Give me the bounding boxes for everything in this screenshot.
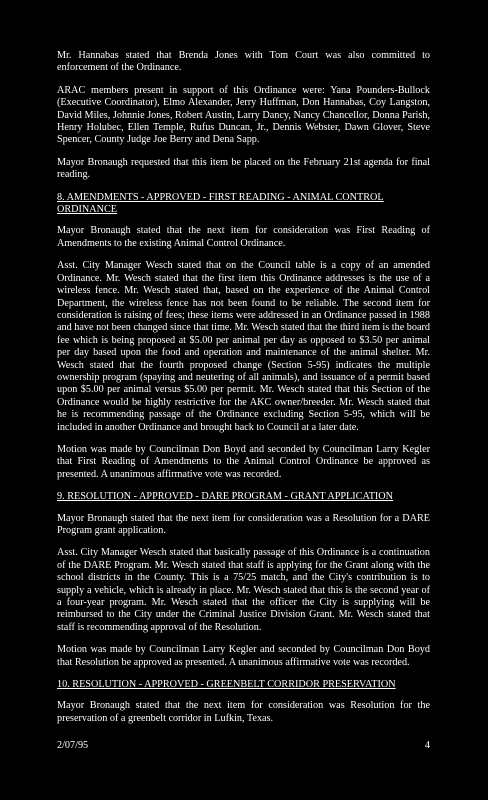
paragraph-enforcement: Mr. Hannabas stated that Brenda Jones with Tom Court was also committed to enforcement of the Ordinance. <box>57 50 430 74</box>
section-10-title: 10. RESOLUTION - APPROVED - GREENBELT CORRIDOR PRESERVATION <box>57 679 396 691</box>
section-8-heading <box>57 192 430 217</box>
section-9-heading <box>57 491 430 503</box>
section-9-paragraph-3: Motion was made by Councilman Larry Kegler and seconded by Councilman Don Boyd that Resolution be approved as presented. A unanimous affirmative vote was recorded. <box>57 644 430 668</box>
footer-page-number: 4 <box>424 740 430 751</box>
section-10-heading <box>57 679 430 691</box>
section-9-paragraph-1: Mayor Bronaugh stated that the next item for consideration was a Resolution for a DARE Program grant application. <box>57 512 430 536</box>
section-8-paragraph-3: Motion was made by Councilman Don Boyd and seconded by Councilman Larry Kegler that First Reading of Amendments to the Animal Control Ordinance be approved as presented. A unanimous affirmative vote was recorded. <box>57 443 430 480</box>
minutes-page <box>57 50 430 735</box>
section-10-paragraph-1: Mayor Bronaugh stated that the next item for consideration was Resolution for the preservation of a greenbelt corridor in Lufkin, Texas. <box>57 700 430 724</box>
section-8-title: 8. AMENDMENTS - APPROVED - FIRST READING - ANIMAL CONTROL ORDINANCE <box>57 191 384 216</box>
paragraph-final-reading-request: Mayor Bronaugh requested that this item be placed on the February 21st agenda for final reading. <box>57 156 430 181</box>
section-8-paragraph-2: Asst. City Manager Wesch stated that on the Council table is a copy of an amended Ordinance. Mr. Wesch stated that the first item this Ordinance addresses is the use of a wireless fence. Mr. Wesch stated that, based on the experience of the Animal Control Department, the wireless fence has not been found to be reliable. The second item for consideration is raising of fees; these items were addressed in an Ordinance passed in 1988 and have not been changed since that time. Mr. Wesch stated that the third item is the board fee which is being proposed at $5.00 per animal per day as opposed to $3.50 per animal per day based upon the food and operation and maintenance of the animal shelter. Mr. Wesch stated that the fourth proposed change (Section 5-95) indicates the multiple ownership program (spaying and neutering of all animals), and issuance of a permit based upon $5.00 per animal versus $5.00 per permit. Mr. Wesch stated that this Section of the Ordinance would be highly restrictive for the AKC owner/breeder. Mr. Wesch stated that he is recommending passage of the Ordinance excluding Section 5-95, which will be included in another Ordinance and brought back to Council at a later date. <box>57 260 430 433</box>
page-footer <box>57 740 430 751</box>
footer-date: 2/07/95 <box>57 740 89 751</box>
section-9-title: 9. RESOLUTION - APPROVED - DARE PROGRAM - GRANT APPLICATION <box>57 491 394 503</box>
section-9-paragraph-2: Asst. City Manager Wesch stated that basically passage of this Ordinance is a continuation of the DARE Program. Mr. Wesch stated that staff is applying for the Grant along with the school districts in the County. This is a 75/25 match, and the City's contribution is to supply a vehicle, which is already in place. Mr. Wesch stated that this is the second year of a four-year program. Mr. Wesch stated that the officer the City is supplying will be reimbursed to the City under the Criminal Justice Division Grant. Mr. Wesch stated that staff is recommending approval of the Resolution. <box>57 547 430 633</box>
section-8-paragraph-1: Mayor Bronaugh stated that the next item for consideration was First Reading of Amendments to the existing Animal Control Ordinance. <box>57 225 430 249</box>
paragraph-arac-members: ARAC members present in support of this Ordinance were: Yana Pounders-Bullock (Executive Coordinator), Elmo Alexander, Jerry Huffman, Don Hannabas, Coy Langston, David Miles, Johnnie Jones, Robert Austin, Larry Dancy, Nancy Chancellor, Donna Parish, Henry Holubec, Ellen Temple, Rufus Duncan, Jr., Dennis Webster, Dawn Glover, Steve Spencer, County Judge Joe Berry and Dena Sapp. <box>57 84 430 146</box>
